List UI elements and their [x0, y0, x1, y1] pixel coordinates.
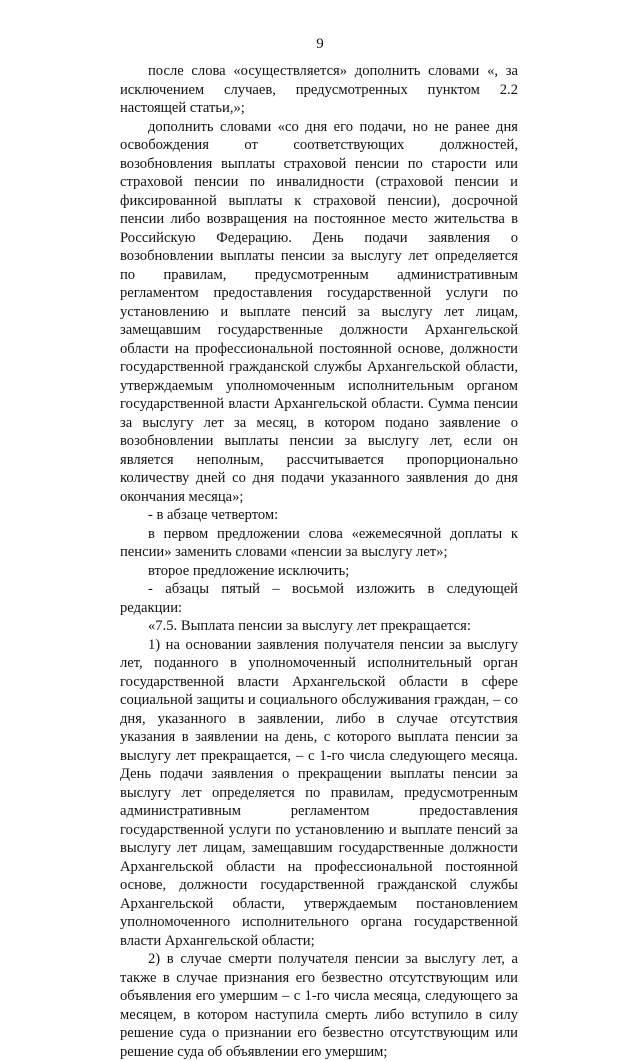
paragraph-3: - в абзаце четвертом: [148, 507, 279, 523]
paragraph-8: 1) на основании заявления получателя пенсии за выслугу лет, поданного в уполномоченный исполнительный орган государственной власти Архангельской области в сфере социальной защиты и социального обслуживания граждан, – со дня, указанного в заявлении, либо в случае отсутствия указания в заявлении на день, с которого выплата пенсии за выслугу лет прекращается, – с 1-го числа следующего месяца. День подачи заявления о прекращении выплаты пенсии за выслугу лет определяется по правилам, предусмотренным административным регламентом предоставления государственной услуги по установлению и выплате пенсий за выслугу лет лицам, замещавшим государственные должности Архангельской области на профессиональной постоянной основе, должности государственной гражданской службы Архангельской области, утверждаемым постановлением уполномоченного исполнительного органа государственной власти Архангельской области; [120, 636, 518, 949]
page-number: 9 [316, 36, 324, 52]
paragraph-7: «7.5. Выплата пенсии за выслугу лет прекращается: [148, 618, 471, 634]
paragraph-9: 2) в случае смерти получателя пенсии за выслугу лет, а также в случае признания его безвестно отсутствующим или объявления его умершим – с 1-го числа месяца, следующего за месяцем, в котором наступила смерть либо вступило в силу решение суда о признании его безвестно отсутствующим или решение суда об объявлении его умершим; [120, 951, 518, 1060]
paragraph-2: дополнить словами «со дня его подачи, но не ранее дня освобождения от соответствующих должностей, возобновления выплаты страховой пенсии по старости или страховой пенсии по инвалидности (страховой пенсии и фиксированной выплаты к страховой пенсии), досрочной пенсии либо возвращения на постоянное место жительства в Российскую Федерацию. День подачи заявления о возобновлении выплаты пенсии за выслугу лет определяется по правилам, предусмотренным административным регламентом предоставления государственной услуги по установлению и выплате пенсий за выслугу лет лицам, замещавшим государственные должности Архангельской области на профессиональной постоянной основе, должности государственной гражданской службы Архангельской области, утверждаемым уполномоченным исполнительным органом государственной власти Архангельской области. Сумма пенсии за выслугу лет за месяц, в котором подано заявление о возобновлении выплаты пенсии за выслугу лет, если он является неполным, рассчитывается пропорционально количеству дней со дня подачи указанного заявления до дня окончания месяца»; [120, 118, 518, 505]
paragraph-5: второе предложение исключить; [148, 562, 350, 579]
document-body [120, 62, 518, 1061]
paragraph-1: после слова «осуществляется» дополнить словами «, за исключением случаев, предусмотренных пунктом 2.2 настоящей статьи,»; [120, 63, 518, 116]
paragraph-6: - абзацы пятый – восьмой изложить в следующей редакции: [120, 581, 518, 616]
paragraph-4: в первом предложении слова «ежемесячной доплаты к пенсии» заменить словами «пенсии за выслугу лет»; [120, 525, 518, 560]
